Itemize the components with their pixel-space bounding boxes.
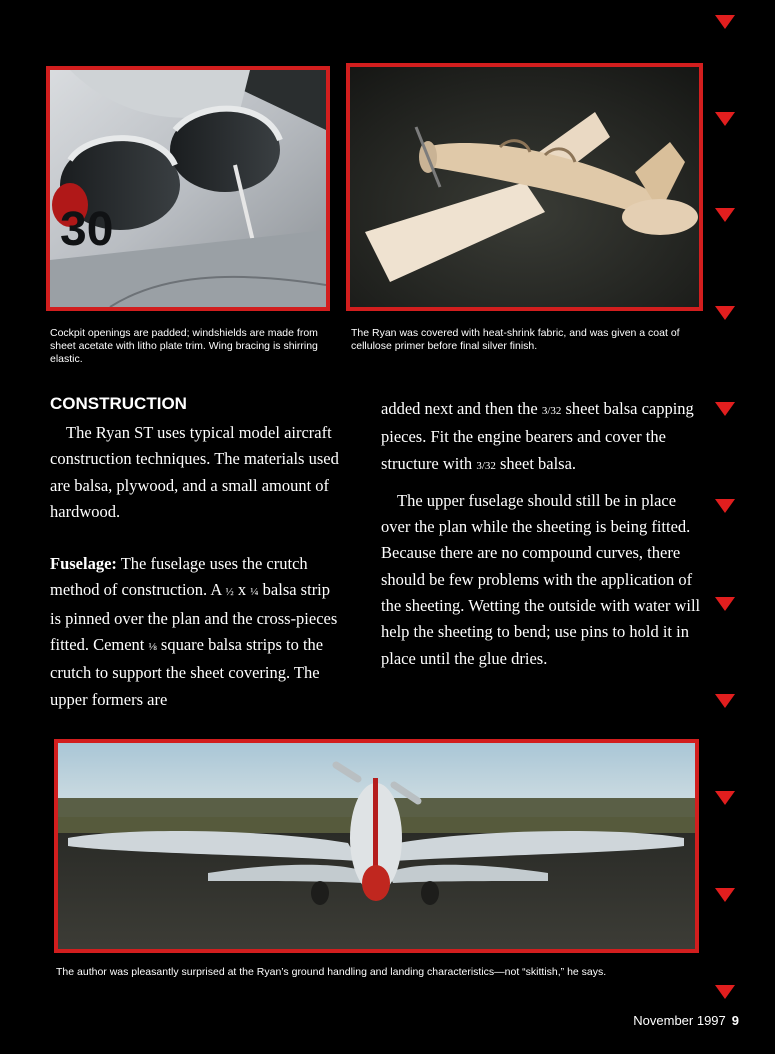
page-marker-triangle	[715, 499, 735, 513]
page-marker-triangle	[715, 15, 735, 29]
page-footer	[633, 1013, 739, 1028]
sheeting-paragraph: The upper fuselage should still be in place over the plan while the sheeting is being fitted. Because there are no compound curves, there should be few problems with the application of the sheeting. Wetting the outside with water will help the sheeting to bend; use pins to hold it in place until the glue dries.	[381, 490, 701, 668]
page-marker-triangle	[715, 791, 735, 805]
page-marker-triangle	[715, 985, 735, 999]
cockpit-illustration	[50, 70, 326, 307]
race-number: 30	[60, 203, 114, 256]
fuselage-label: Fuselage:	[50, 554, 117, 574]
page-marker-triangle	[715, 597, 735, 611]
page-marker-triangle	[715, 112, 735, 126]
page-marker-triangle	[715, 306, 735, 320]
ground-handling-illustration	[58, 743, 695, 949]
fabric-photo-caption: The Ryan was covered with heat-shrink fabric, and was given a coat of cellulose primer before final silver finish.	[351, 327, 680, 352]
cockpit-photo	[46, 66, 330, 311]
page-marker-triangle	[715, 888, 735, 902]
intro-paragraph	[50, 420, 342, 525]
article-left-column	[50, 420, 342, 713]
page-marker-triangle	[715, 402, 735, 416]
intro-paragraph-text: The Ryan ST uses typical model aircraft construction techniques. The materials used are balsa, plywood, and a small amount of hardwood.	[50, 423, 339, 521]
fuselage-paragraph: Fuselage: The fuselage uses the crutch method of construction. A ½ x ¼ balsa strip is pinned over the plan and the cross-pieces fitted. Cement ⅛ square balsa strips to the crutch to support the sheet covering. The upper formers are	[50, 554, 338, 709]
capping-paragraph: added next and then the 3/32 sheet balsa capping pieces. Fit the engine bearers and cover the structure with 3/32 sheet balsa.	[381, 399, 694, 473]
ground-photo-caption: The author was pleasantly surprised at the Ryan’s ground handling and landing characteristics—not “skittish,” he says.	[56, 966, 607, 978]
page-marker-triangle	[715, 208, 735, 222]
ground-handling-photo	[54, 739, 699, 953]
fabric-covered-photo	[346, 63, 703, 311]
cockpit-photo-caption: Cockpit openings are padded; windshields are made from sheet acetate with litho plate trim. Wing bracing is shirring elastic.	[50, 327, 318, 365]
page-number: 9	[731, 1013, 739, 1028]
fabric-airframe-illustration	[350, 67, 699, 307]
section-heading: CONSTRUCTION	[50, 394, 187, 413]
page-marker-triangle	[715, 694, 735, 708]
issue-date: November 1997	[633, 1013, 726, 1028]
article-right-column	[381, 396, 701, 672]
